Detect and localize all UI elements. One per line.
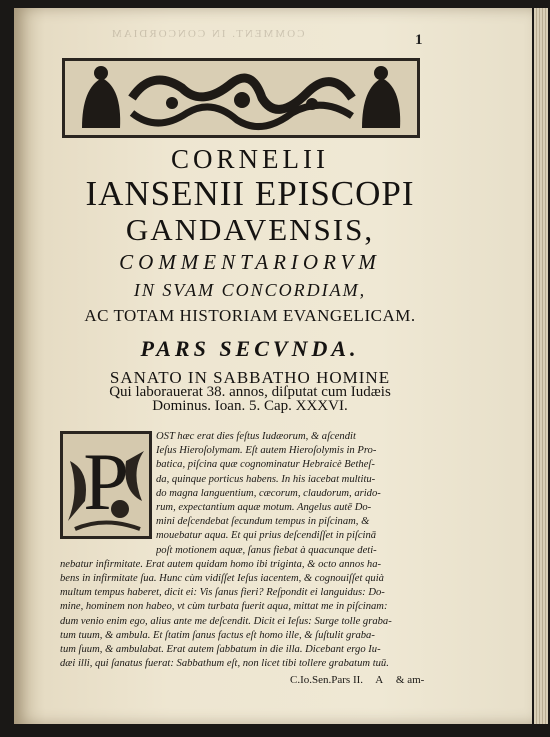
- body-line: poſt motionem aquæ, ſanus fiebat à quacunque deti-: [156, 544, 377, 556]
- body-line: mini deſcendebat ſecundum tempus in piſcinam, &: [156, 516, 370, 528]
- chapter-subheading-1: Qui laborauerat 38. annos, diſputat cum Iudæis: [109, 384, 391, 400]
- body-line: tum ſuum, & ambulabat. Erat autem ſabbatum in die illa. Dicebant ergo Iu-: [60, 644, 381, 655]
- signature-mark: C.Io.Sen.Pars II.: [290, 674, 364, 686]
- part-heading: PARS SECVNDA.: [140, 336, 360, 361]
- body-line: OST hæc erat dies feſtus Iudæorum, & aſcendit: [156, 431, 356, 442]
- show-through-text: COMMENT. IN CONCORDIAM: [110, 28, 305, 40]
- page-footer: [290, 674, 434, 686]
- gathering-mark: A: [375, 674, 384, 686]
- body-line: dum venio enim ego, alius ante me deſcendit. Dicit ei Ieſus: Surge tolle graba-: [60, 615, 392, 627]
- body-line: mouebatur aqua. Et qui prius deſcendiſſet in piſcinā: [156, 530, 377, 542]
- page-edge: [534, 8, 548, 724]
- body-line: multum tempus haberet, dicit ei: Vis ſanus fieri? Reſpondit ei languidus: Do-: [60, 587, 385, 599]
- title-line-2: IANSENII EPISCOPI: [85, 174, 415, 213]
- title-line-3: GANDAVENSIS,: [125, 212, 375, 247]
- body-line: Ieſus Hieroſolymam. Eſt autem Hieroſolymis in Pro-: [156, 445, 377, 457]
- body-line: mine, hominem non habeo, vt cùm turbata fuerit aqua, mittat me in piſcinam:: [60, 601, 388, 613]
- decorated-initial: [60, 431, 152, 539]
- body-line: rum, expectantium aquæ motum. Angelus autē Do-: [156, 502, 372, 513]
- title-line-4: COMMENTARIORVM: [119, 250, 381, 274]
- chapter-subheading-2: Dominus. Ioan. 5. Cap. XXXVI.: [152, 398, 348, 414]
- title-line-6: AC TOTAM HISTORIAM EVANGELICAM.: [84, 306, 416, 325]
- body-line: dæi illi, qui ſanatus fuerat: Sabbathum eſt, non licet tibi tollere grabatum tuū.: [60, 658, 389, 670]
- chapter-heading: SANATO IN SABBATHO HOMINE: [109, 368, 391, 387]
- body-line: bens in infirmitate ſua. Hunc cùm vidiſſet Ieſus iacentem, & cognouiſſet quià: [60, 573, 384, 584]
- body-line: do magna languentium, cæcorum, claudorum, arido-: [156, 487, 381, 499]
- title-line-5: IN SVAM CONCORDIAM,: [133, 280, 367, 300]
- catchword: & am-: [395, 674, 425, 686]
- decorative-headpiece: [62, 58, 420, 138]
- title-line-1: CORNELII: [171, 144, 329, 174]
- body-line: tum tuum, & ambula. Et ſtatim ſanus factus eſt homo ille, & ſuſtulit graba-: [60, 629, 375, 641]
- body-line: batica, piſcina quæ cognominatur Hebraicè Betheſ-: [156, 459, 375, 471]
- body-line: da, quinque porticus habens. In his iacebat multitu-: [156, 473, 376, 485]
- initial-letter: P: [83, 436, 129, 527]
- body-line: nebatur infirmitate. Erat autem quidam homo ibi triginta, & octo annos ha-: [60, 558, 382, 570]
- page-number: 1: [415, 32, 423, 48]
